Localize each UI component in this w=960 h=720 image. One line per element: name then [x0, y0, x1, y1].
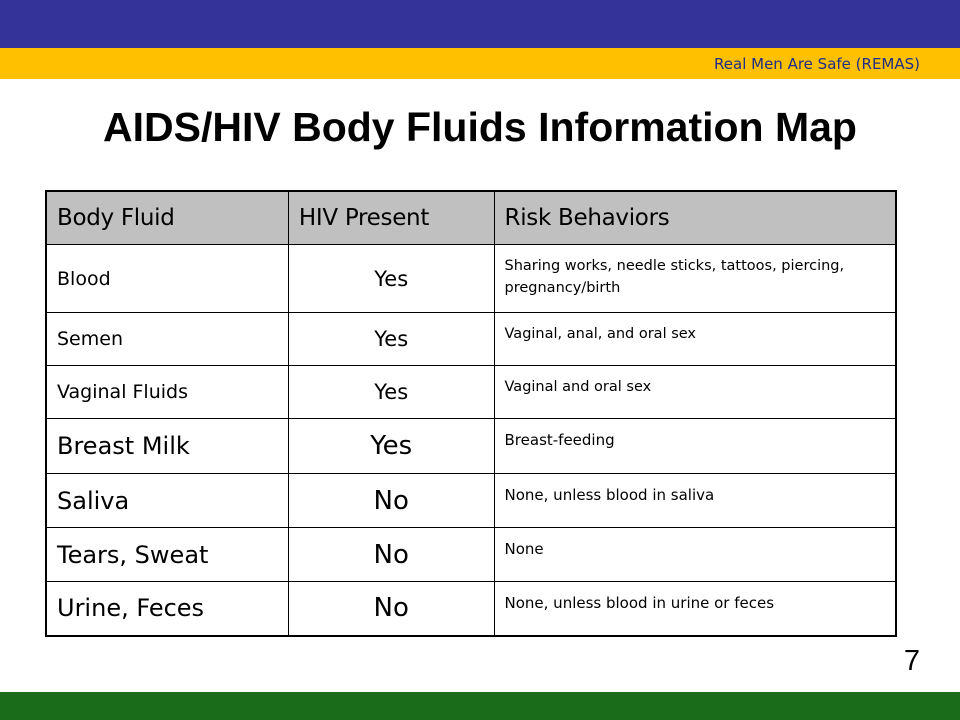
fluid-cell: Tears, Sweat — [46, 528, 288, 582]
fluid-cell: Saliva — [46, 474, 288, 528]
table-row — [46, 419, 896, 474]
fluid-cell: Vaginal Fluids — [46, 366, 288, 419]
table-header-row — [46, 191, 896, 245]
risk-cell: Vaginal, anal, and oral sex — [494, 313, 896, 366]
org-label: Real Men Are Safe (REMAS) — [714, 55, 920, 73]
present-cell: No — [288, 474, 494, 528]
risk-cell: Breast-feeding — [494, 419, 896, 474]
present-cell: Yes — [288, 245, 494, 313]
table-row — [46, 474, 896, 528]
header-hiv-present: HIV Present — [288, 191, 494, 245]
present-cell: No — [288, 528, 494, 582]
header-risk-behaviors: Risk Behaviors — [494, 191, 896, 245]
header-body-fluid: Body Fluid — [46, 191, 288, 245]
risk-cell: None — [494, 528, 896, 582]
table-row — [46, 582, 896, 636]
risk-cell: None, unless blood in saliva — [494, 474, 896, 528]
top-banner — [0, 0, 960, 48]
fluid-cell: Semen — [46, 313, 288, 366]
page-title: AIDS/HIV Body Fluids Information Map — [103, 104, 857, 150]
fluid-cell: Breast Milk — [46, 419, 288, 474]
table-row — [46, 313, 896, 366]
present-cell: Yes — [288, 313, 494, 366]
risk-cell: Vaginal and oral sex — [494, 366, 896, 419]
risk-cell: None, unless blood in urine or feces — [494, 582, 896, 636]
present-cell: Yes — [288, 419, 494, 474]
body-fluids-table — [45, 190, 897, 637]
bottom-banner — [0, 692, 960, 720]
table-row — [46, 528, 896, 582]
table-row — [46, 245, 896, 313]
page-number: 7 — [903, 645, 920, 677]
fluid-cell: Blood — [46, 245, 288, 313]
risk-cell: Sharing works, needle sticks, tattoos, piercing, pregnancy/birth — [494, 245, 896, 313]
present-cell: No — [288, 582, 494, 636]
table-row — [46, 366, 896, 419]
present-cell: Yes — [288, 366, 494, 419]
fluid-cell: Urine, Feces — [46, 582, 288, 636]
